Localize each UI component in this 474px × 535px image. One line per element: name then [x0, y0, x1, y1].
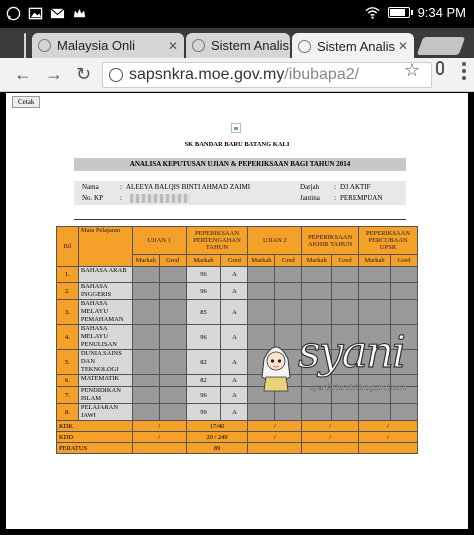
percubaan-markah: [359, 283, 391, 300]
ujian2-markah: [248, 267, 275, 283]
subject-name: PENDIDIKAN ISLAM: [78, 387, 132, 404]
tab-label: Sistem Analis: [317, 38, 396, 54]
ujian1-gred: [159, 404, 186, 421]
clock: 9:34 PM: [417, 5, 466, 20]
akhir-markah: [302, 283, 332, 300]
ujian1-markah: [132, 283, 159, 300]
akhir-markah: [302, 300, 332, 325]
akhir-markah: [302, 267, 332, 283]
pertengahan-markah: 99: [186, 404, 221, 421]
wifi-icon: [365, 5, 380, 20]
peratus-ujian2: [248, 443, 302, 454]
email-icon: [50, 6, 65, 21]
gender-value: PEREMPUAN: [340, 194, 383, 202]
gred-header: Gred: [275, 255, 302, 267]
url-path: /ibubapa2/: [284, 66, 360, 83]
kp-separator: :: [120, 194, 122, 202]
kdk-percubaan: /: [359, 421, 418, 432]
name-separator: :: [120, 183, 122, 191]
pertengahan-gred: A: [221, 375, 248, 387]
row-number: 3.: [57, 300, 79, 325]
ujian1-gred: [159, 375, 186, 387]
microphone-icon[interactable]: [436, 61, 444, 75]
pertengahan-gred: A: [221, 267, 248, 283]
kdd-row: [57, 432, 418, 443]
gred-header: Gred: [391, 255, 418, 267]
pertengahan-markah: 96: [186, 387, 221, 404]
name-label: Nama: [82, 183, 99, 191]
row-number: 2.: [57, 283, 79, 300]
peratus-row: [57, 443, 418, 454]
markah-header: Markah: [248, 255, 275, 267]
gred-header: Gred: [221, 255, 248, 267]
watermark-url: syaniartersisi.blogspot.com: [310, 383, 407, 392]
page-icon: [38, 39, 51, 52]
class-label: Darjah: [300, 183, 320, 191]
subject-name: MATEMATIK: [78, 375, 132, 387]
subject-header: Mata Pelajaran: [78, 227, 132, 267]
tab-label: Sistem Analis: [211, 38, 290, 53]
percubaan-gred: [391, 283, 418, 300]
kdk-akhir: /: [302, 421, 359, 432]
kdd-percubaan: /: [359, 432, 418, 443]
address-bar[interactable]: [102, 62, 432, 88]
peratus-percubaan: [359, 443, 418, 454]
exam-header-ujian2: UJIAN 2: [248, 227, 302, 255]
battery-icon: [388, 7, 410, 18]
url-domain: sapsnkra.moe.gov.my: [129, 66, 285, 83]
school-name: SK BANDAR BARU BATANG KALI: [184, 141, 290, 148]
close-tab-icon[interactable]: ✕: [397, 39, 408, 53]
globe-icon: [298, 40, 311, 53]
row-number: 8.: [57, 404, 79, 421]
divider: [74, 219, 406, 220]
ujian2-gred: [275, 267, 302, 283]
kdk-value: 17/40: [186, 421, 248, 432]
bookmark-star-icon[interactable]: ☆: [403, 60, 420, 80]
pertengahan-markah: 96: [186, 267, 221, 283]
kdk-ujian2: /: [248, 421, 302, 432]
markah-header: Markah: [186, 255, 221, 267]
exam-header-akhir: PEPERIKSAAN AKHIR TAHUN: [302, 227, 359, 255]
ujian1-markah: [132, 375, 159, 387]
pertengahan-markah: 82: [186, 350, 221, 375]
ujian2-gred: [275, 404, 302, 421]
ujian1-markah: [132, 300, 159, 325]
pertengahan-markah: 82: [186, 375, 221, 387]
pertengahan-gred: A: [221, 300, 248, 325]
kdd-akhir: /: [302, 432, 359, 443]
gallery-icon: [28, 6, 43, 21]
globe-icon: [109, 68, 123, 82]
ujian1-markah: [132, 267, 159, 283]
akhir-gred: [332, 300, 359, 325]
kp-redacted: [130, 193, 190, 204]
akhir-markah: [302, 404, 332, 421]
school-logo-icon: [231, 123, 241, 133]
reload-icon[interactable]: ↻: [76, 64, 92, 84]
tab-sistem-analisa-1[interactable]: [186, 33, 290, 58]
percubaan-markah: [359, 267, 391, 283]
class-value: D3 AKTIF: [340, 183, 371, 191]
peratus-ujian1: [132, 443, 186, 454]
markah-header: Markah: [359, 255, 391, 267]
pertengahan-markah: 96: [186, 325, 221, 350]
akhir-gred: [332, 404, 359, 421]
table-row: [57, 283, 418, 300]
kdk-ujian1: /: [132, 421, 186, 432]
peratus-label: PERATUS: [57, 443, 133, 454]
tab-sistem-analisa-active[interactable]: [292, 33, 414, 59]
row-number: 7.: [57, 387, 79, 404]
pertengahan-gred: A: [221, 325, 248, 350]
student-name: ALEEYA BALQIS BINTI AHMAD ZAIMI: [126, 183, 251, 191]
subject-name: BAHASA INGGERIS: [78, 283, 132, 300]
kdk-label: KDK: [57, 421, 133, 432]
watermark-text: syani: [298, 327, 405, 378]
whatsapp-icon: [6, 6, 21, 21]
report-title: ANALISA KEPUTUSAN UJIAN & PEPERIKSAAN BAGI TAHUN 2014: [74, 158, 406, 171]
kdd-ujian2: /: [248, 432, 302, 443]
percubaan-gred: [391, 267, 418, 283]
ujian1-gred: [159, 387, 186, 404]
percubaan-markah: [359, 404, 391, 421]
pertengahan-gred: A: [221, 387, 248, 404]
url-text[interactable]: [129, 66, 431, 84]
subject-name: BAHASA ARAB: [78, 267, 132, 283]
crown-icon: [72, 6, 87, 21]
subject-name: PELAJARAN JAWI: [78, 404, 132, 421]
kdd-ujian1: /: [132, 432, 186, 443]
ujian1-gred: [159, 350, 186, 375]
exam-header-ujian1: UJIAN 1: [132, 227, 186, 255]
print-button[interactable]: Cetak: [12, 96, 40, 108]
peratus-akhir: [302, 443, 359, 454]
ujian1-markah: [132, 404, 159, 421]
gender-separator: :: [334, 194, 336, 202]
akhir-gred: [332, 267, 359, 283]
ujian1-gred: [159, 300, 186, 325]
menu-icon[interactable]: [462, 62, 466, 83]
kdd-value: 20 / 249: [186, 432, 248, 443]
peratus-value: 89: [186, 443, 248, 454]
tab-malaysia-online[interactable]: [32, 33, 184, 58]
pertengahan-markah: 85: [186, 300, 221, 325]
ujian1-markah: [132, 387, 159, 404]
ujian1-markah: [132, 350, 159, 375]
markah-header: Markah: [132, 255, 159, 267]
tab-label: Malaysia Onli: [57, 38, 136, 53]
ujian1-gred: [159, 283, 186, 300]
watermark: [258, 327, 418, 401]
new-tab-button[interactable]: [417, 37, 466, 55]
tab-bar: [0, 28, 474, 58]
table-row: [57, 404, 418, 421]
subject-name: DUNIA SAINS DAN TEKNOLOGI: [78, 350, 132, 375]
back-arrow-icon[interactable]: ←: [14, 64, 32, 84]
class-separator: :: [334, 183, 336, 191]
browser-toolbar: [0, 58, 474, 92]
subject-name: BAHASA MELAYU PEMAHAMAN: [78, 300, 132, 325]
akhir-gred: [332, 283, 359, 300]
ujian2-markah: [248, 300, 275, 325]
kdk-row: [57, 421, 418, 432]
ujian1-gred: [159, 267, 186, 283]
ujian2-gred: [275, 300, 302, 325]
gred-header: Gred: [159, 255, 186, 267]
ujian2-markah: [248, 283, 275, 300]
student-info: [74, 181, 406, 205]
table-row: [57, 300, 418, 325]
forward-arrow-icon[interactable]: →: [45, 64, 63, 84]
tab-strip-edge: [24, 33, 26, 58]
ujian1-gred: [159, 325, 186, 350]
globe-icon: [192, 39, 205, 52]
pertengahan-markah: 96: [186, 283, 221, 300]
pertengahan-gred: A: [221, 283, 248, 300]
kp-label: No. KP: [82, 194, 104, 202]
kdd-label: KDD: [57, 432, 133, 443]
exam-header-pertengahan: PEPERIKSAAN PERTENGAHAN TAHUN: [186, 227, 248, 255]
subject-name: BAHASA MELAYU PENULISAN: [78, 325, 132, 350]
table-row: [57, 267, 418, 283]
percubaan-gred: [391, 300, 418, 325]
cartoon-girl-icon: [258, 337, 294, 393]
pertengahan-gred: A: [221, 350, 248, 375]
row-number: 6.: [57, 375, 79, 387]
row-number: 5.: [57, 350, 79, 375]
percubaan-markah: [359, 300, 391, 325]
bil-header: Bil: [57, 227, 79, 267]
ujian2-markah: [248, 404, 275, 421]
exam-header-percubaan: PEPERIKSAAN PERCUBAAN UPSR: [359, 227, 418, 255]
gender-label: Jantina: [300, 194, 320, 202]
row-number: 4.: [57, 325, 79, 350]
gred-header: Gred: [332, 255, 359, 267]
percubaan-gred: [391, 404, 418, 421]
ujian2-gred: [275, 283, 302, 300]
ujian1-markah: [132, 325, 159, 350]
close-tab-icon[interactable]: ✕: [167, 38, 178, 53]
markah-header: Markah: [302, 255, 332, 267]
pertengahan-gred: A: [221, 404, 248, 421]
web-page: [6, 93, 468, 529]
row-number: 1.: [57, 267, 79, 283]
status-bar: [0, 0, 474, 28]
